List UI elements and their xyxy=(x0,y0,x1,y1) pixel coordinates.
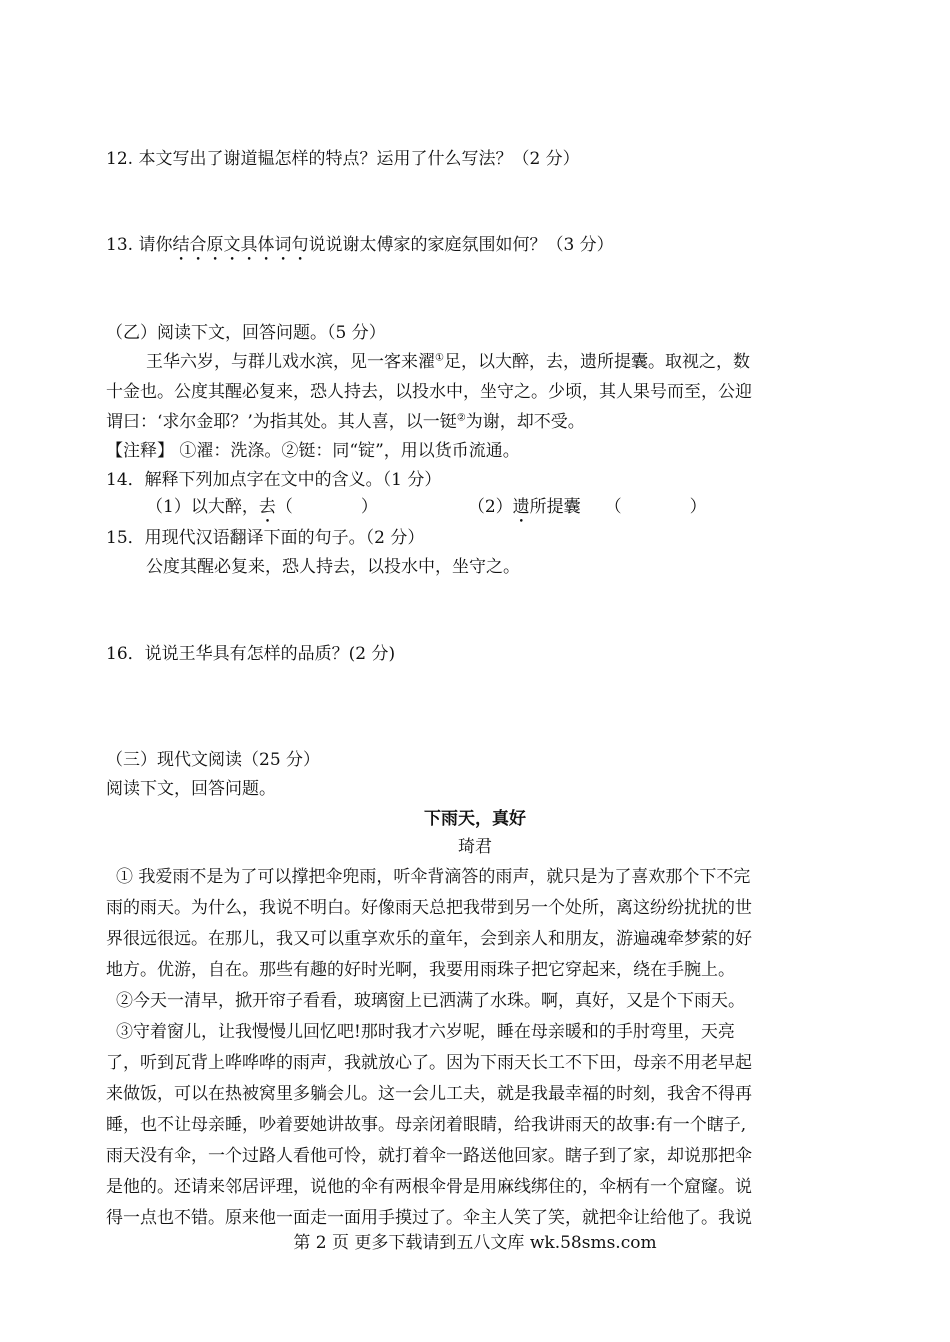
passage-text: 为谢，却不受。 xyxy=(465,412,585,432)
article-line-1: ① 我爱雨不是为了可以撑把伞兜雨，听伞背滴答的雨声，就只是为了喜欢那个下不完 xyxy=(116,867,751,887)
footnote-marker-2: ② xyxy=(456,412,466,424)
q13-prefix: 13. 请你 xyxy=(106,235,173,255)
annotation-label: 【注释】 xyxy=(106,441,174,461)
q14-item-1: （1）以大醉， xyxy=(146,497,259,517)
annotation-text: ①濯：洗涤。②铤：同“锭”，用以货币流通。 xyxy=(179,441,520,461)
passage-yi-line-2: 十金也。公度其醒必复来，恐人持去，以投水中，坐守之。少顷，其人果号而至，公迎 xyxy=(106,382,752,402)
q14-item-2-text: 所提囊 xyxy=(529,497,581,517)
section-yi-heading: （乙）阅读下文，回答问题。（5 分） xyxy=(106,323,386,343)
passage-yi-line-1 xyxy=(146,351,851,373)
q14-item-2-blank[interactable]: （ ） xyxy=(604,497,707,517)
article-line-11: 是他的。还请来邻居评理，说他的伞有两根伞骨是用麻线绑住的，伞柄有一个窟窿。说 xyxy=(106,1177,752,1197)
article-line-3: 界很远很远。在那儿，我又可以重享欢乐的童年，会到亲人和朋友，游遍魂牵梦萦的好 xyxy=(106,929,752,949)
q13-emphasized-text: 结合原文具体词句 xyxy=(172,235,309,255)
annotation xyxy=(106,440,851,462)
question-14-items xyxy=(146,496,851,527)
q14-item-2-dotted-char: 遗 xyxy=(512,497,530,517)
article-title: 下雨天，真好 xyxy=(424,809,526,829)
article-line-2: 雨的雨天。为什么，我说不明白。好像雨天总把我带到另一个处所，离这纷纷扰扰的世 xyxy=(106,898,752,918)
article-line-6: ③守着窗儿，让我慢慢儿回忆吧!那时我才六岁呢，睡在母亲暖和的手肘弯里，天亮 xyxy=(116,1022,735,1042)
question-14-title: 14．解释下列加点字在文中的含义。（1 分） xyxy=(106,470,442,490)
footnote-marker-1: ① xyxy=(435,352,444,364)
article-line-4: 地方。优游，自在。那些有趣的好时光啊，我要用雨珠子把它穿起来，绕在手腕上。 xyxy=(106,960,735,980)
article-line-10: 雨天没有伞，一个过路人看他可怜，就打着伞一路送他回家。瞎子到了家，却说那把伞 xyxy=(106,1146,752,1166)
q13-suffix: 说说谢太傅家的家庭氛围如何？（3 分） xyxy=(308,235,614,255)
section-san-heading: （三）现代文阅读（25 分） xyxy=(106,750,321,770)
question-13 xyxy=(106,234,851,265)
article-author: 琦君 xyxy=(458,837,492,857)
q14-item-1-blank[interactable]: （ ） xyxy=(275,497,378,517)
passage-text: 王华六岁，与群儿戏水滨，见一客来濯 xyxy=(146,352,435,372)
page-footer: 第 2 页 更多下载请到五八文库 wk.58sms.com xyxy=(293,1233,657,1253)
passage-text: 谓曰：‘求尔金耶？’为指其处。其人喜，以一铤 xyxy=(106,412,457,432)
article-line-5: ②今天一清早，掀开帘子看看，玻璃窗上已洒满了水珠。啊，真好，又是个下雨天。 xyxy=(116,991,745,1011)
article-line-7: 了，听到瓦背上哗哗哗的雨声，我就放心了。因为下雨天长工不下田，母亲不用老早起 xyxy=(106,1053,752,1073)
q14-item-1-dotted-char: 去 xyxy=(258,497,276,517)
section-san-instruction: 阅读下文，回答问题。 xyxy=(106,779,276,799)
article-line-12: 得一点也不错。原来他一面走一面用手摸过了。伞主人笑了笑，就把伞让给他了。我说 xyxy=(106,1208,752,1228)
passage-yi-line-3 xyxy=(106,411,851,433)
question-15-title: 15．用现代汉语翻译下面的句子。（2 分） xyxy=(106,528,425,548)
question-15-sentence: 公度其醒必复来，恐人持去，以投水中，坐守之。 xyxy=(146,557,520,577)
article-line-9: 睡，也不让母亲睡，吵着要她讲故事。母亲闭着眼睛，给我讲雨天的故事:有一个瞎子, xyxy=(106,1115,747,1135)
article-line-8: 来做饭，可以在热被窝里多躺会儿。这一会儿工夫，就是我最幸福的时刻，我舍不得再 xyxy=(106,1084,752,1104)
passage-text: 足，以大醉，去，遗所提囊。取视之，数 xyxy=(443,352,750,372)
question-16: 16．说说王华具有怎样的品质？(2 分) xyxy=(106,644,396,664)
question-12: 12. 本文写出了谢道韫怎样的特点？运用了什么写法？（2 分） xyxy=(106,149,580,169)
q14-item-2: （2） xyxy=(467,497,513,517)
